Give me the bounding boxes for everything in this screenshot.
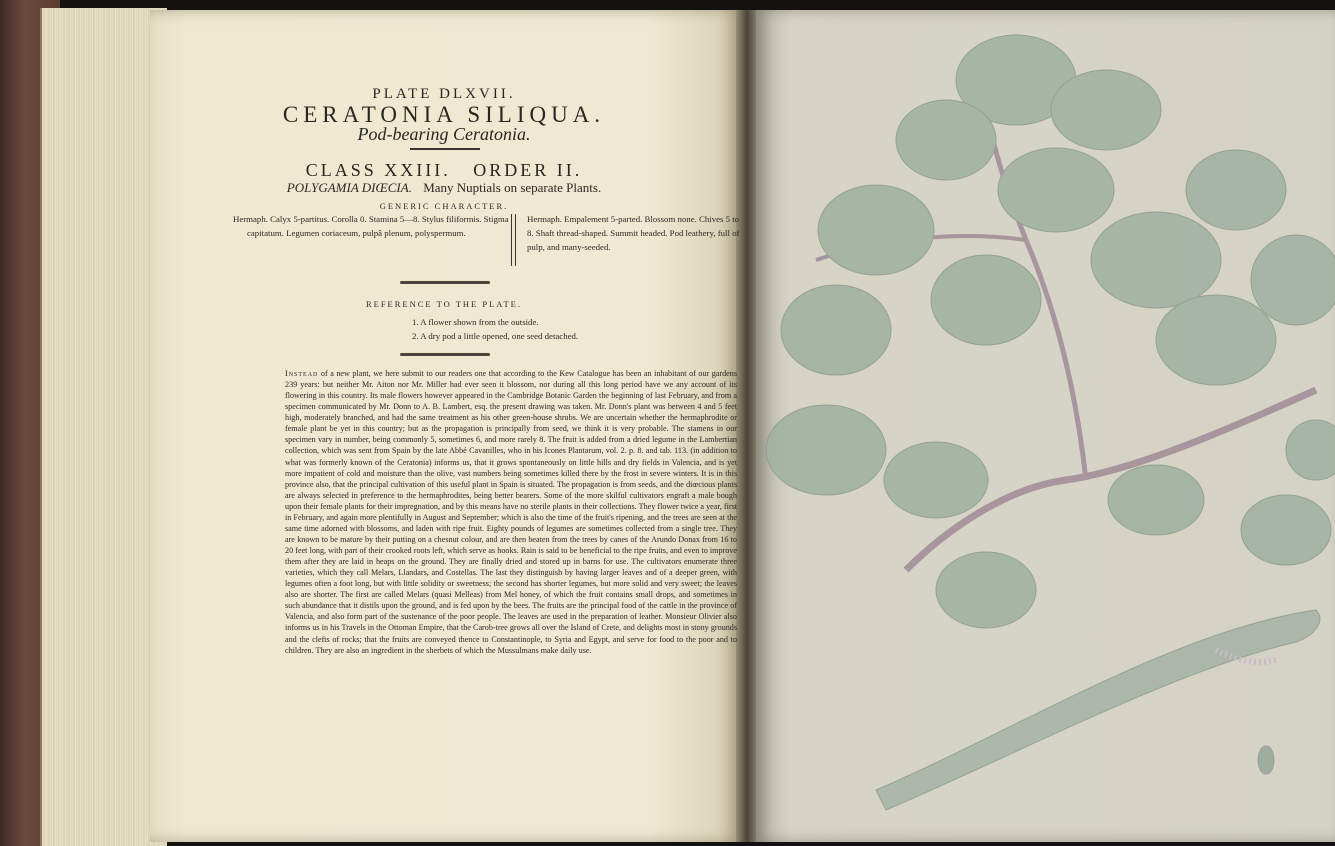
column-divider-second — [515, 214, 516, 266]
class-order: CLASS XXIII. ORDER II. — [305, 160, 583, 180]
title-rule — [410, 148, 480, 150]
leaf-17 — [1286, 420, 1335, 480]
pod — [876, 610, 1320, 810]
plate-number: PLATE DLXVII. — [372, 86, 516, 102]
leaf-4 — [998, 148, 1114, 232]
book-gutter — [736, 10, 758, 842]
leaf-8 — [781, 285, 891, 375]
linnaean-system — [150, 180, 738, 196]
leaf-15 — [1108, 465, 1204, 535]
body-paragraph: of a new plant, we here submit to our readers one that according to the Kew Catalogue has been an inhabitant of our gardens 239 years: but neither Mr. Aiton nor Mr. Miller had ever seen it blossom, nor during all this long period have we any account of its flowering in this country. Its male flowers however appeared in the Cambridge Botanic Garden the beginning of last February, and from a specimen communicated by Mr. Donn to A. B. Lambert, esq. the present drawing was taken. Mr. Donn's plant was between 4 and 5 feet high, moderately branched, and had the same treatment as his other green-house shrubs. We are uncertain whether the hermaphrodite or female plant be yet in this country; but as the propagation is principally from seed, we think it is very probable. The stamens in our specimen vary in number, being commonly 5, sometimes 6, and more rarely 8. The fruit is added from a dried legume in the Lambertian collection, which was sent from Spain by the late Abbé Cavanilles, who in his Icones Plantarum, vol. 2. p. 8. and tab. 113. (in addition to what was formerly known of the Ceratonia) informs us, that it grows spontaneously on little hills and dry fields in Valencia, and is yet more impatient of cold and moisture than the olive, vast numbers being sometimes killed there by the frost in severe winters. It is in this province also, that the principal cultivation of this useful plant in Spain is situated. The propagation is from seeds, and the diœcious plants are always selected in preference to the hermaphrodites, being better bearers. Some of the more skilful cultivators engraft a male bough upon their female plants for their impregnation, and by this means have no sterile plants in their collections. They flower twice a year, first in February, and again more plentifully in August and September; which is also the time of the fruit's ripening, and the trees are seen at the same time adorned with blossoms, and laden with ripe fruit. Eighty pounds of legumes are sometimes collected from a single tree. They are known to be mature by their putting on a chesnut colour, and are then beaten from the trees by canes of the Arundo Donax from 16 to 20 feet long, with part of their crooked roots left, which serve as hooks. Rain is said to be beneficial to the ripe fruits, and even to improve them after they are laid in heaps on the ground. They are finally dried and stored up in barns for use. The cultivators enumerate three varieties, which they call Melars, Llandars, and Costellas. The last they distinguish by having larger leaves and of a deeper green, with legumes often a foot long, but with little solidity or sweetness; the second has shorter legumes, but more solid and very sweet; the leaves also are shorter. The first are called Melars (quasi Melleas) from Mel honey, of which the fruit contains small drops, and sometimes in such abundance that it distils upon the ground, and is fed upon by the bees. The fruits are the principal food of the cattle in the province of Valencia, and also form part of the sustenance of the poor people. The leaves are used in the preparation of leather. Monsieur Olivier also informs us in his Travels in the Ottoman Empire, that the Carob-tree grows all over the Island of Crete, and delights most in stony grounds and the clefts of rocks; that the fruits are conveyed thence to Constantinople, to Syria and Egypt, and serve for food to the poor and to children. They are also an ingredient in the sherbets of which the Mussulmans make daily use. — [285, 369, 737, 655]
leaf-11 — [1186, 150, 1286, 230]
reference-heading: REFERENCE TO THE PLATE. — [365, 299, 523, 309]
body-text — [285, 368, 737, 656]
generic-latin: Hermaph. Calyx 5-partitus. Corolla 0. Stamina 5—8. Stylus filiformis. Stigma capitatum. Legumen coriaceum, pulpâ plenum, polyspermum. — [233, 214, 509, 238]
reference-item-2: 2. A dry pod a little opened, one seed detached. — [412, 331, 579, 341]
ornament-rule-2 — [400, 353, 490, 356]
generic-english: Hermaph. Empalement 5-parted. Blossom none. Chives 5 to 8. Shaft thread-shaped. Summit headed. Pod leathery, full of pulp, and many-seeded. — [527, 214, 740, 252]
leaf-13 — [884, 442, 988, 518]
leaf-12 — [766, 405, 886, 495]
page-edges — [40, 8, 167, 846]
species-title: CERATONIA SILIQUA. — [282, 102, 606, 127]
leaf-2 — [1051, 70, 1161, 150]
leaf-7 — [931, 255, 1041, 345]
leaf-3 — [896, 100, 996, 180]
body-lead: Instead — [285, 369, 319, 378]
leaf-5 — [818, 185, 934, 275]
seed — [1258, 746, 1274, 774]
leaf-6 — [1091, 212, 1221, 308]
system-english: Many Nuptials on separate Plants. — [423, 180, 602, 195]
reference-item-1: 1. A flower shown from the outside. — [412, 317, 539, 327]
leaf-14 — [936, 552, 1036, 628]
leaf-10 — [1251, 235, 1335, 325]
leaf-16 — [1241, 495, 1331, 565]
carob-illustration — [756, 10, 1335, 842]
leaf-9 — [1156, 295, 1276, 385]
column-divider — [511, 214, 512, 266]
generic-heading: GENERIC CHARACTER. — [379, 201, 509, 211]
system-latin: POLYGAMIA DIŒCIA. — [286, 180, 412, 195]
common-name: Pod-bearing Ceratonia. — [357, 124, 531, 144]
ornament-rule — [400, 281, 490, 284]
